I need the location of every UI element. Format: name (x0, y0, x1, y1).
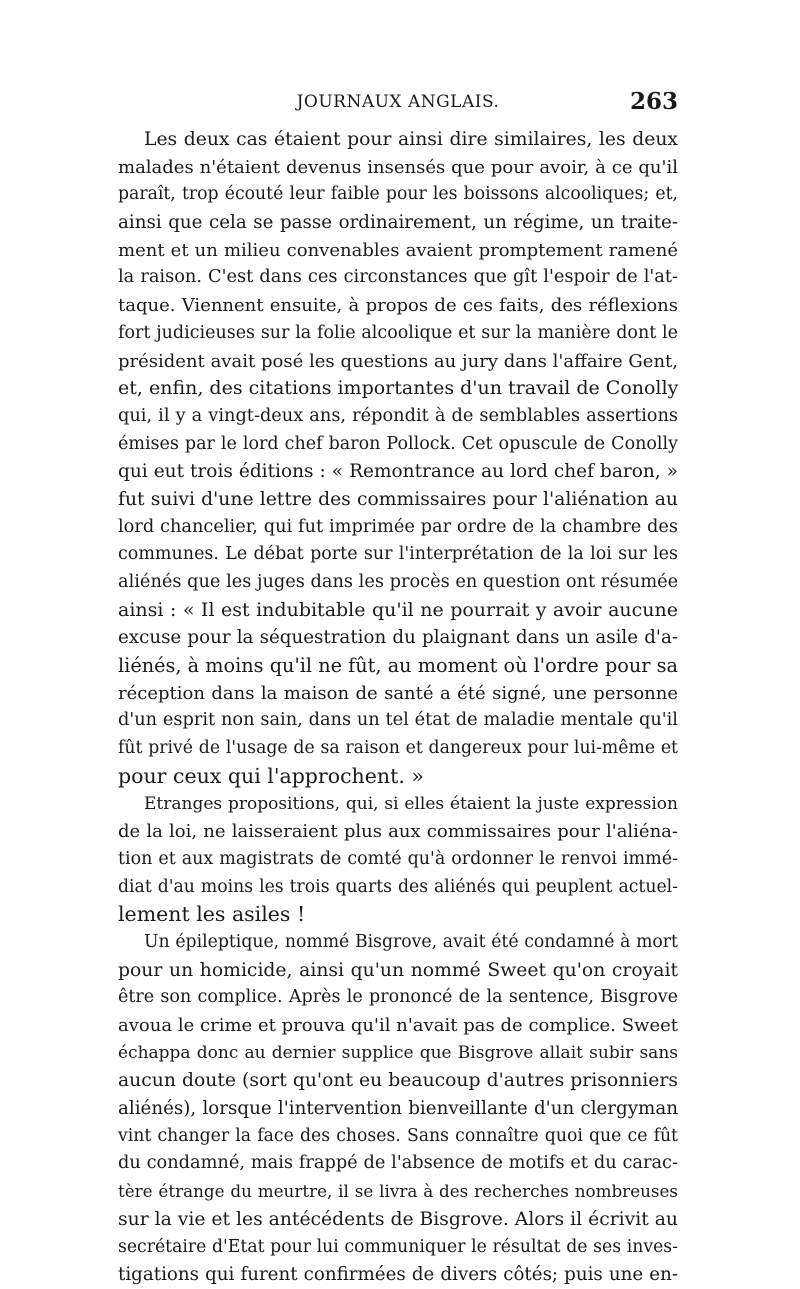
text-line: être son complice. Après le prononcé de la sentence, Bisgrove (118, 987, 678, 1008)
text-line: fort judicieuses sur la folie alcoolique et sur la manière dont le (118, 322, 678, 343)
text-line: d'un esprit non sain, dans un tel état de maladie mentale qu'il (118, 710, 678, 731)
text-line: malades n'étaient devenus insensés que pour avoir, à ce qu'il (118, 156, 678, 178)
text-line: avoua le crime et prouva qu'il n'avait pas de complice. Sweet (118, 1015, 678, 1036)
text-line: échappa donc au dernier supplice que Bisgrove allait subir sans (118, 1042, 678, 1063)
text-line: taque. Viennent ensuite, à propos de ces faits, des réflexions (118, 295, 678, 317)
text-line: fût privé de l'usage de sa raison et dangereux pour lui-même et (118, 738, 678, 759)
text-line: tion et aux magistrats de comté qu'à ordonner le renvoi immé- (118, 848, 678, 869)
running-head (118, 88, 678, 122)
text-line: qui eut trois éditions : « Remontrance au lord chef baron, » (118, 461, 678, 483)
text-line: aliénés), lorsque l'intervention bienveillante d'un clergyman (118, 1098, 678, 1120)
text-line: pour ceux qui l'approchent. » (118, 763, 424, 788)
text-line: excuse pour la séquestration du plaignant dans un asile d'a- (118, 627, 678, 649)
body-text (118, 126, 678, 1289)
text-line: la raison. C'est dans ces circonstances que gît l'espoir de l'at- (118, 267, 678, 288)
text-line: vint changer la face des choses. Sans connaître quoi que ce fût (118, 1125, 678, 1146)
text-line: qui, il y a vingt-deux ans, répondit à de semblables assertions (118, 405, 678, 426)
text-line: diat d'au moins les trois quarts des aliénés qui peuplent actuel- (118, 876, 678, 897)
text-line: sur la vie et les antécédents de Bisgrove. Alors il écrivit au (118, 1208, 678, 1230)
text-line: et, enfin, des citations importantes d'un travail de Conolly (118, 377, 679, 400)
text-line: aucun doute (sort qu'ont eu beaucoup d'autres prisonniers (118, 1070, 678, 1092)
text-line: ainsi que cela se passe ordinairement, un régime, un traite- (118, 212, 678, 234)
text-line: président avait posé les questions au jury dans l'affaire Gent, (118, 350, 678, 372)
text-line: tigations qui furent confirmées de divers côtés; puis une en- (118, 1264, 678, 1286)
text-line: lement les asiles ! (118, 902, 306, 927)
text-line: Les deux cas étaient pour ainsi dire similaires, les deux (144, 129, 678, 150)
text-line: Un épileptique, nommé Bisgrove, avait été condamné à mort (144, 931, 678, 952)
text-line: fut suivi d'une lettre des commissaires pour l'aliénation au (118, 488, 678, 510)
page-number: 263 (629, 88, 678, 115)
text-line: aliénés que les juges dans les procès en question ont résumée (118, 572, 679, 592)
text-line: émises par le lord chef baron Pollock. Cet opuscule de Conolly (118, 433, 678, 454)
text-line: ment et un milieu convenables avaient promptement ramené (118, 239, 678, 261)
text-line: du condamné, mais frappé de l'absence de motifs et du carac- (118, 1153, 678, 1174)
text-line: réception dans la maison de santé a été signé, une personne (118, 682, 678, 704)
text-line: secrétaire d'Etat pour lui communiquer le résultat de ses inves- (118, 1236, 678, 1257)
running-head-title: JOURNAUX ANGLAIS. (296, 92, 500, 112)
text-line: Etranges propositions, qui, si elles étaient la juste expression (144, 793, 678, 814)
text-line: paraît, trop écouté leur faible pour les boissons alcooliques; et, (118, 184, 678, 205)
text-line: lord chancelier, qui fut imprimée par ordre de la chambre des (118, 516, 678, 537)
text-line: ainsi : « Il est indubitable qu'il ne pourrait y avoir aucune (118, 598, 678, 621)
text-line: de la loi, ne laisseraient plus aux commissaires pour l'aliéna- (118, 821, 678, 843)
text-line: communes. Le débat porte sur l'interprétation de la loi sur les (118, 544, 678, 565)
text-line: liénés, à moins qu'il ne fût, au moment où l'ordre pour sa (118, 654, 678, 678)
text-line: tère étrange du meurtre, il se livra à des recherches nombreuses (118, 1181, 678, 1202)
text-line: pour un homicide, ainsi qu'un nommé Sweet qu'on croyait (118, 959, 678, 981)
